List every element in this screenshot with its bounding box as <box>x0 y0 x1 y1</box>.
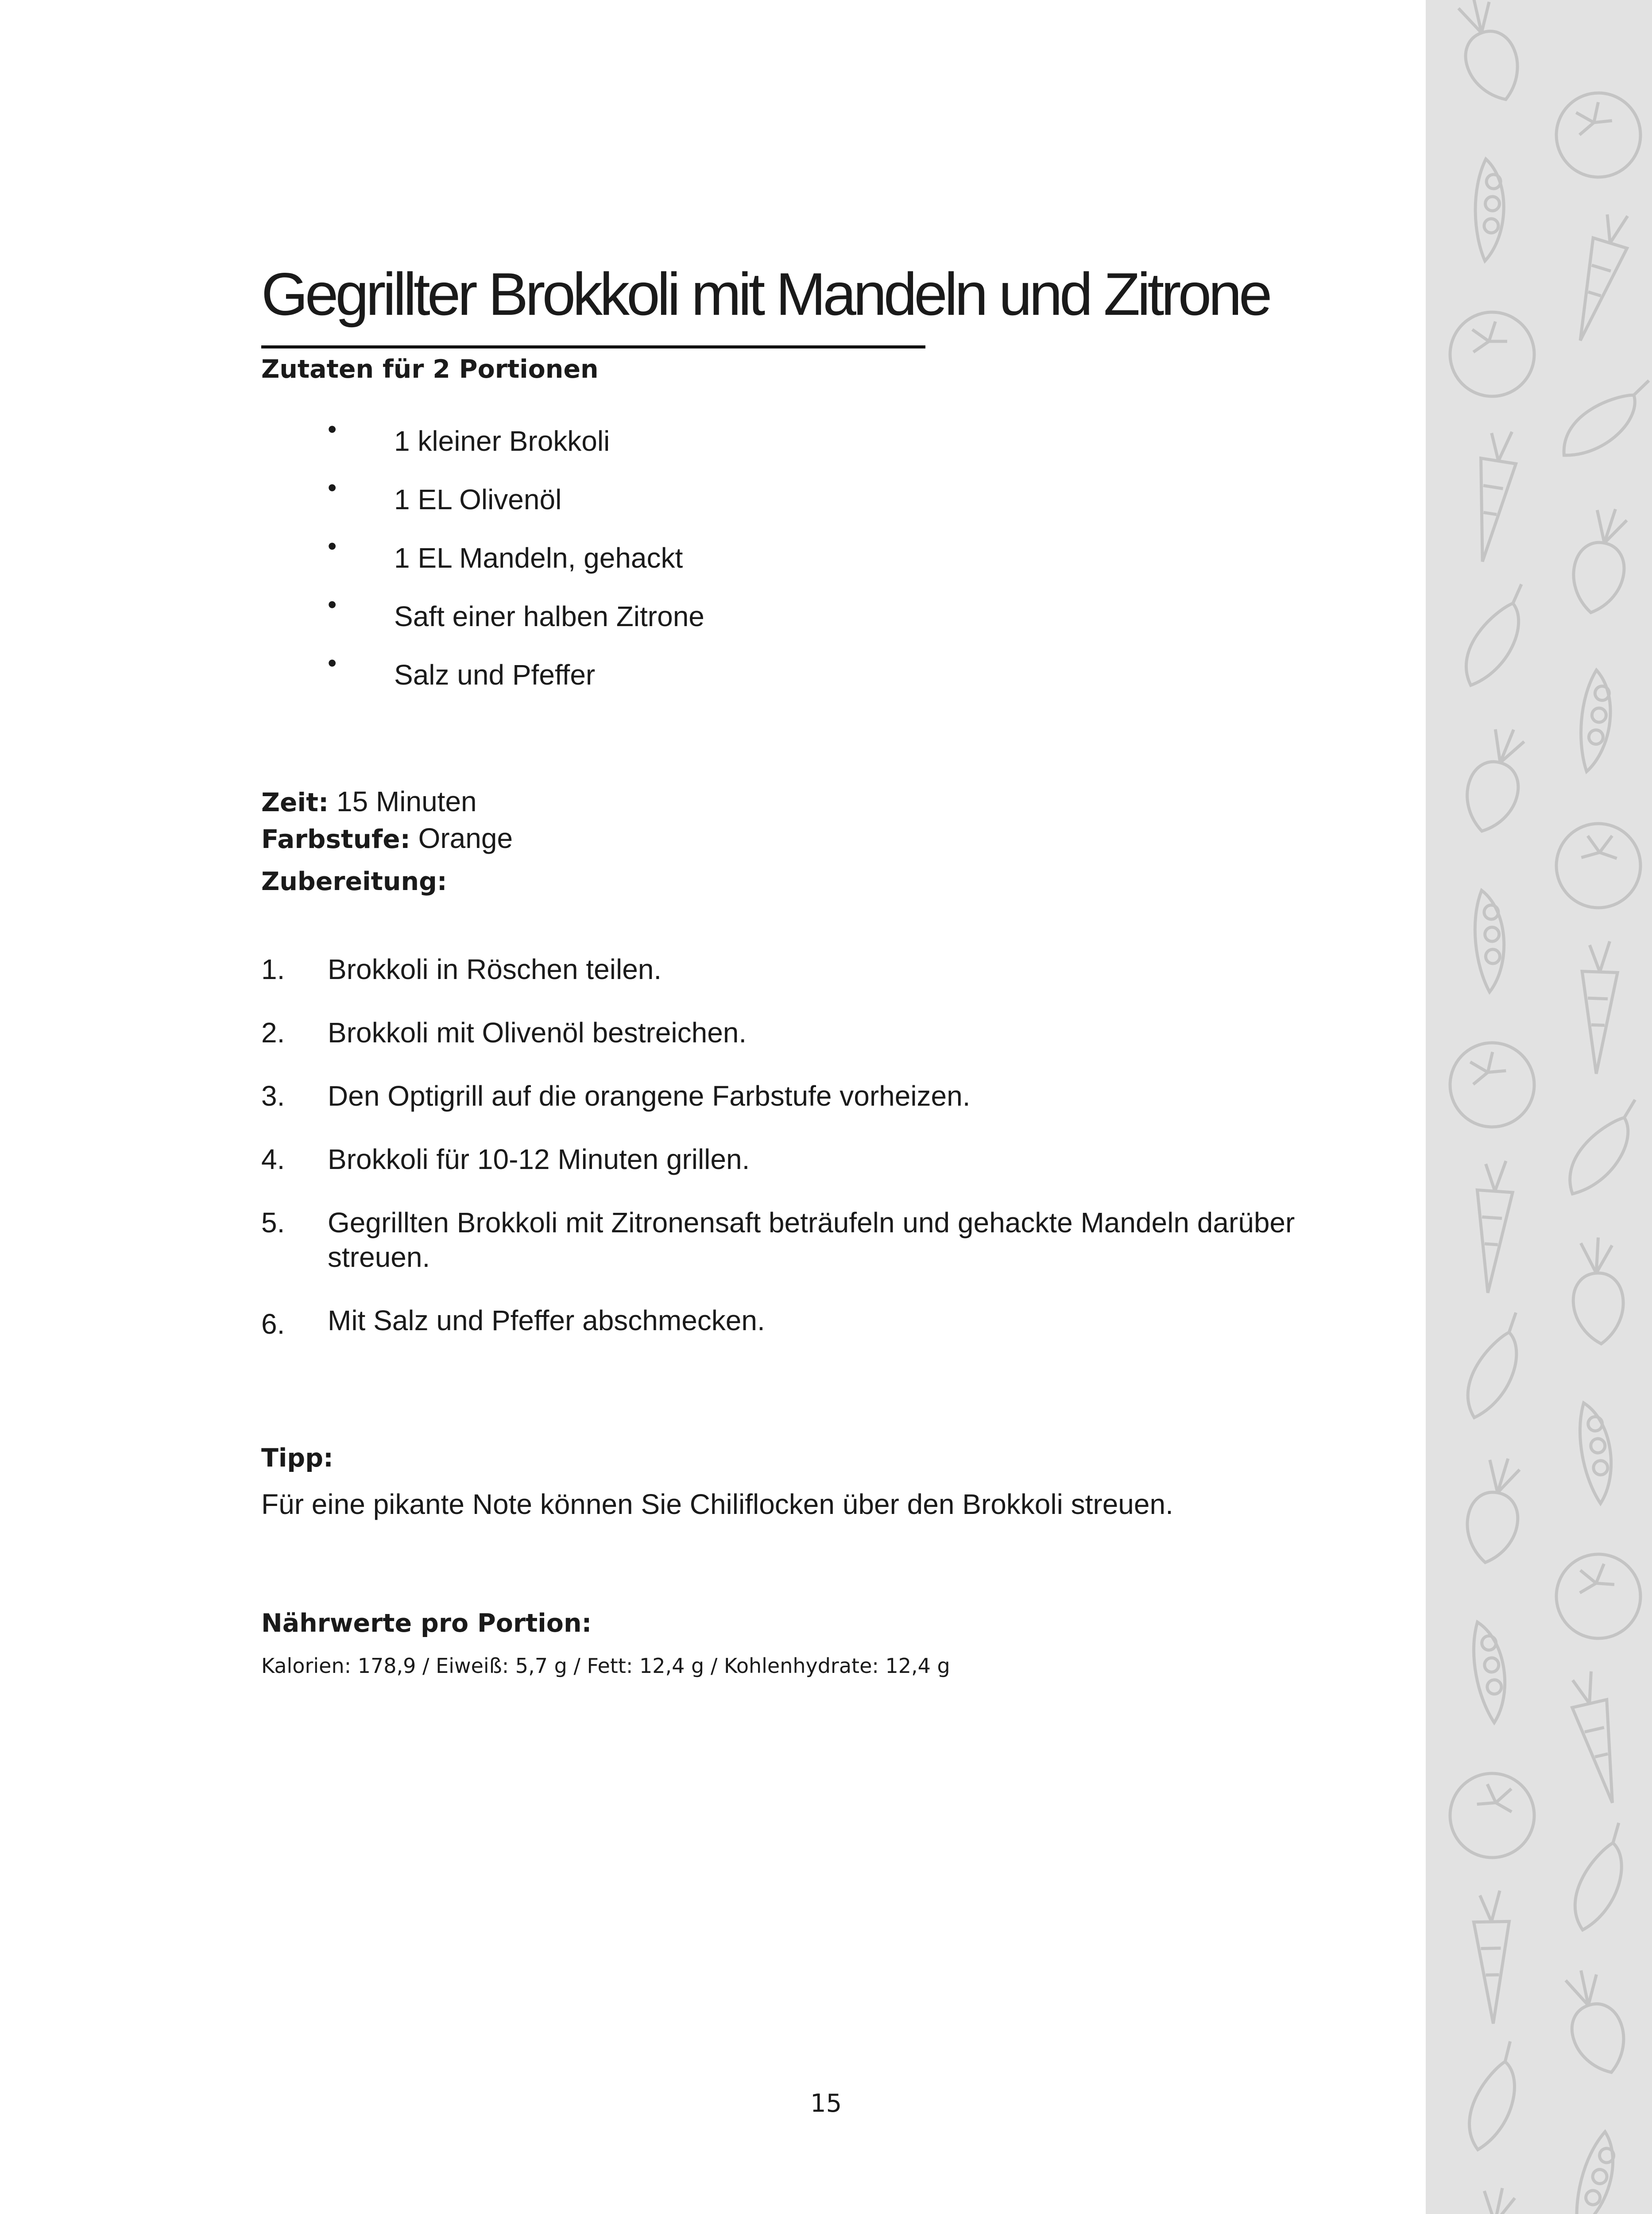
eggplant-icon <box>1447 2041 1539 2150</box>
pea-pod-icon <box>1576 1401 1617 1505</box>
ingredient-list <box>328 415 1125 715</box>
ingredient-item <box>328 532 1125 598</box>
ingredient-item <box>328 415 1125 481</box>
radish-icon <box>1464 2186 1523 2214</box>
step-text: Den Optigrill auf die orangene Farbstufe vorheizen. <box>328 1080 971 1112</box>
ingredient-item <box>328 649 1125 715</box>
eggplant-icon <box>1562 364 1648 471</box>
eggplant-icon <box>1451 1312 1537 1418</box>
pea-pod-icon <box>1470 1620 1510 1724</box>
color-level-label: Farbstufe: <box>261 824 410 854</box>
radish-icon <box>1567 503 1636 617</box>
carrot-icon <box>1565 1669 1629 1807</box>
radish-icon <box>1553 1964 1635 2081</box>
step-number: 4. <box>261 1143 285 1175</box>
step-item <box>261 952 1346 987</box>
bullet-marker: • <box>328 473 337 502</box>
preparation-steps <box>261 952 1346 1366</box>
tomato-icon <box>1544 81 1652 189</box>
step-item <box>261 1015 1346 1050</box>
time-value: 15 Minuten <box>336 786 477 817</box>
carrot-icon <box>1578 941 1618 1075</box>
step-number: 2. <box>261 1017 285 1049</box>
tomato-icon <box>1439 1031 1546 1138</box>
carrot-icon <box>1563 208 1636 345</box>
tomato-icon <box>1440 1763 1544 1867</box>
eggplant-icon <box>1455 584 1534 685</box>
recipe-title: Gegrillter Brokkoli mit Mandeln und Zitrone <box>261 260 1269 328</box>
radish-icon <box>1569 1236 1626 1345</box>
vegetable-pattern <box>1426 0 1652 2214</box>
tomato-icon <box>1550 1548 1647 1645</box>
tomato-icon <box>1441 303 1543 405</box>
preparation-heading: Zubereitung: <box>261 867 447 896</box>
bullet-marker: • <box>328 590 337 619</box>
ingredient-item <box>328 473 1125 540</box>
step-text: Brokkoli in Röschen teilen. <box>328 953 662 985</box>
title-underline <box>261 345 925 348</box>
eggplant-icon <box>1555 1823 1644 1931</box>
ingredient-text: 1 EL Mandeln, gehackt <box>394 542 683 574</box>
step-number: 6. <box>261 1308 285 1340</box>
tip-heading: Tipp: <box>261 1444 333 1473</box>
step-text: Gegrillten Brokkoli mit Zitronensaft beträufeln und gehackte Mandeln darüber streuen. <box>328 1207 1295 1273</box>
ingredient-text: 1 kleiner Brokkoli <box>394 425 610 457</box>
radish-icon <box>1458 722 1533 838</box>
step-text: Brokkoli für 10-12 Minuten grillen. <box>328 1143 750 1175</box>
ingredient-text: Saft einer halben Zitrone <box>394 600 704 632</box>
carrot-icon <box>1473 1890 1511 2024</box>
step-number: 3. <box>261 1080 285 1112</box>
pea-pod-icon <box>1575 669 1617 774</box>
carrot-icon <box>1470 1159 1515 1294</box>
time-label: Zeit: <box>261 787 329 817</box>
step-text: Mit Salz und Pfeffer abschmecken. <box>328 1304 765 1336</box>
tip-text: Für eine pikante Note können Sie Chiliflocken über den Brokkoli streuen. <box>261 1488 1173 1520</box>
carrot-icon <box>1465 428 1521 565</box>
tomato-icon <box>1553 820 1644 911</box>
step-number: 5. <box>261 1207 285 1239</box>
bullet-marker: • <box>328 649 337 677</box>
bullet-marker: • <box>328 532 337 561</box>
step-item <box>261 1079 1346 1113</box>
page-number: 15 <box>810 2089 842 2118</box>
ingredient-text: 1 EL Olivenöl <box>394 484 562 515</box>
color-level-line <box>261 823 513 854</box>
vegetable-pattern-strip <box>1426 0 1652 2214</box>
step-number: 1. <box>261 953 285 985</box>
nutrition-heading: Nährwerte pro Portion: <box>261 1609 592 1638</box>
pea-pod-icon <box>1566 2129 1625 2214</box>
nutrition-values: Kalorien: 178,9 / Eiweiß: 5,7 g / Fett: 12,4 g / Kohlenhydrate: 12,4 g <box>261 1654 950 1678</box>
step-item <box>261 1303 1346 1338</box>
step-item <box>261 1142 1346 1177</box>
servings-heading: Zutaten für 2 Portionen <box>261 355 599 384</box>
ingredient-item <box>328 590 1125 657</box>
radish-icon <box>1446 0 1529 108</box>
step-item <box>261 1205 1346 1274</box>
radish-icon <box>1461 1454 1528 1567</box>
pea-pod-icon <box>1474 890 1505 992</box>
bullet-marker: • <box>328 415 337 444</box>
time-line <box>261 786 477 817</box>
color-level-value: Orange <box>418 822 513 854</box>
pea-pod-icon <box>1473 159 1506 262</box>
step-text: Brokkoli mit Olivenöl bestreichen. <box>328 1017 747 1049</box>
eggplant-icon <box>1569 1100 1637 1194</box>
ingredient-text: Salz und Pfeffer <box>394 659 596 691</box>
